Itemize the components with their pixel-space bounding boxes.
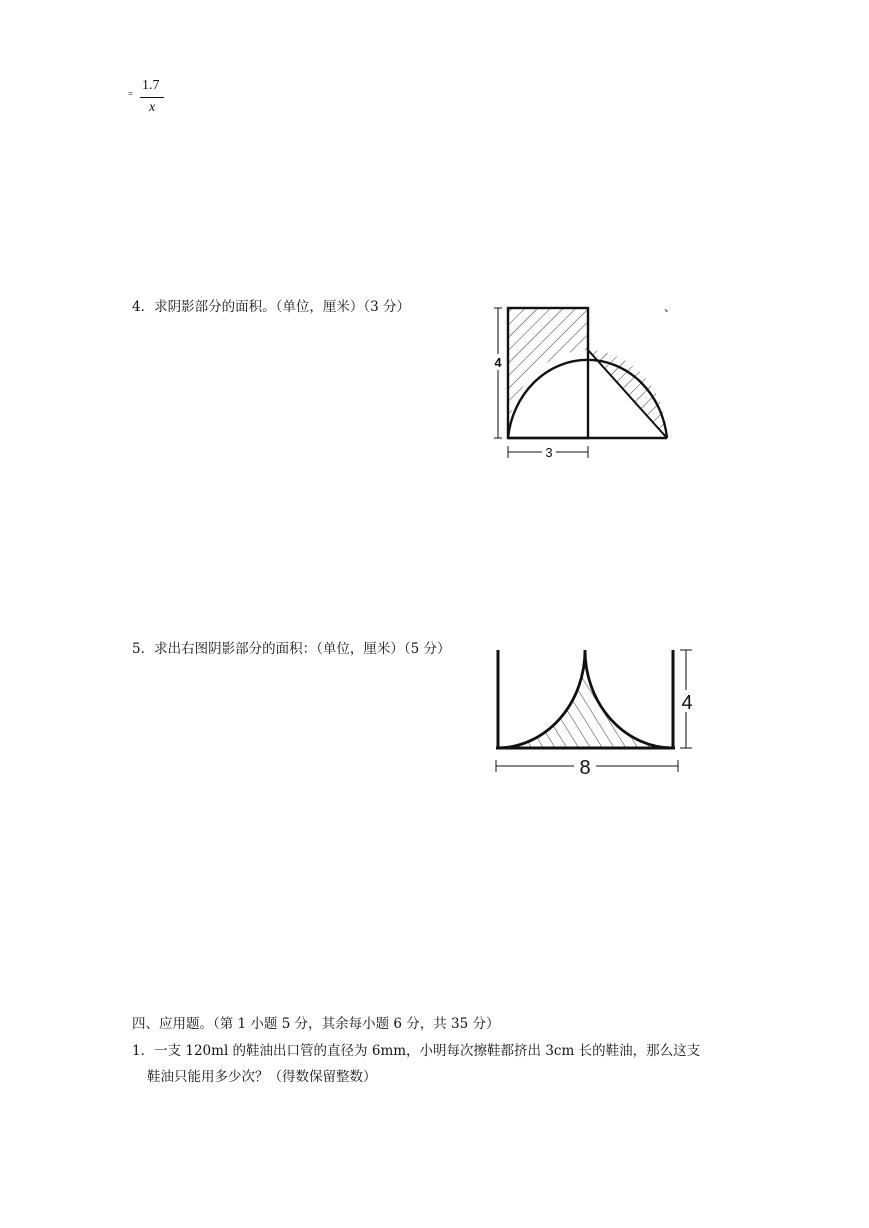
q4-shaded-rect-region	[508, 308, 588, 438]
section-4-problem-1	[132, 1038, 772, 1090]
q5-figure	[490, 644, 700, 779]
fraction-denominator: x	[149, 100, 156, 115]
fraction-bar	[140, 97, 164, 98]
equals-sign: =	[128, 89, 134, 99]
q4-height-label: 4	[494, 355, 502, 370]
q4-width-label: 3	[545, 445, 553, 460]
q5-width-label: 8	[579, 757, 591, 779]
problem-1-line-2: 鞋油只能用多少次？（得数保留整数）	[147, 1069, 377, 1085]
problem-1-line-1: 1．一支 120ml 的鞋油出口管的直径为 6mm，小明每次擦鞋都挤出 3cm 长的鞋油，那么这支	[132, 1043, 701, 1059]
section-4-heading: 四、应用题。（第 1 小题 5 分，其余每小题 6 分，共 35 分）	[132, 1016, 500, 1032]
fraction-numerator: 1.7	[142, 78, 160, 93]
stray-mark: 、	[664, 300, 677, 314]
q4-figure	[486, 296, 686, 466]
q5-height-label: 4	[681, 692, 693, 714]
question-4-text: 4．求阴影部分的面积。（单位，厘米）（3 分）	[132, 299, 410, 315]
question-5-text: 5．求出右图阴影部分的面积：（单位，厘米）（5 分）	[132, 641, 451, 657]
fraction-expression	[128, 78, 168, 122]
